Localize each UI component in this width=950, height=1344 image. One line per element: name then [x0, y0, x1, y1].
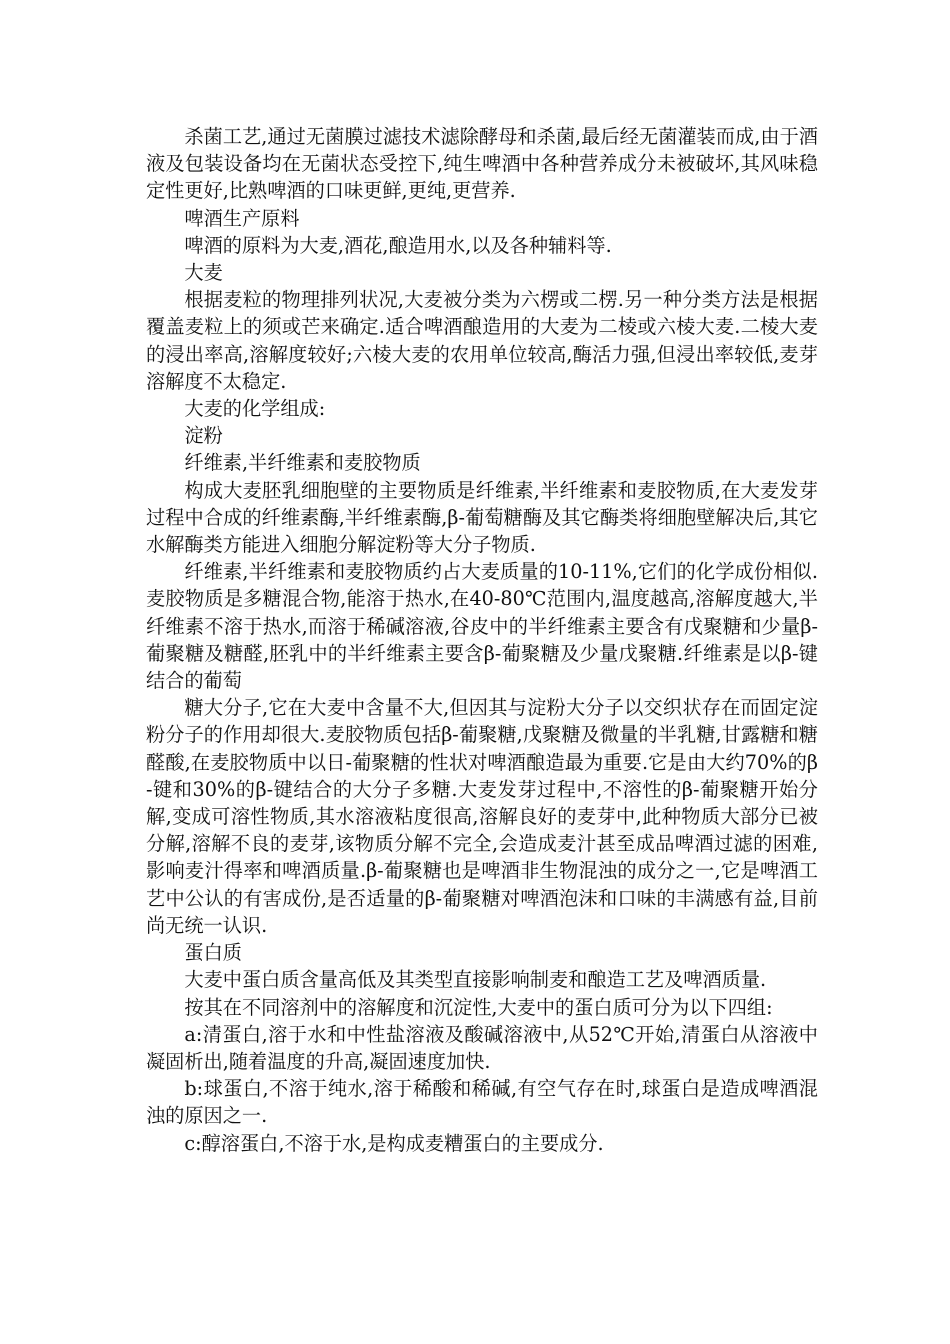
- heading-chemical-composition: 大麦的化学组成:: [184, 397, 326, 421]
- paragraph-protein-groups: 按其在不同溶剂中的溶解度和沉淀性,大麦中的蛋白质可分为以下四组:: [184, 995, 773, 1019]
- list-item-globulin: b:球蛋白,不溶于纯水,溶于稀酸和稀碱,有空气存在时,球蛋白是造成啤酒混浊的原因之一.: [146, 1077, 818, 1128]
- heading-protein: 蛋白质: [184, 941, 242, 965]
- heading-starch: 淀粉: [184, 424, 223, 448]
- paragraph-protein-content: 大麦中蛋白质含量高低及其类型直接影响制麦和酿造工艺及啤酒质量.: [184, 968, 767, 992]
- heading-raw-materials: 啤酒生产原料: [184, 206, 300, 230]
- paragraph-beta-glucan: 糖大分子,它在大麦中含量不大,但因其与淀粉大分子以交织状存在而固定淀粉分子的作用却很大.麦胶物质包括β-葡聚糖,戊聚糖及微量的半乳糖,甘露糖和糖醛酸,在麦胶物质中以日-葡聚糖的性状对啤酒酿造最为重要.它是由大约70%的β-键和30%的β-键结合的大分子多糖.大麦发芽过程中,不溶性的β-葡聚糖开始分解,变成可溶性物质,其水溶液粘度很高,溶解良好的麦芽中,此种物质大部分已被分解,溶解不良的麦芽,该物质分解不完全,会造成麦汁甚至成品啤酒过滤的困难,影响麦汁得率和啤酒质量.β-葡聚糖也是啤酒非生物混浊的成分之一,它是啤酒工艺中公认的有害成份,是否适量的β-葡聚糖对啤酒泡沫和口味的丰满感有益,目前尚无统一认识.: [146, 696, 818, 937]
- paragraph-raw-materials: 啤酒的原料为大麦,酒花,酿造用水,以及各种辅料等.: [184, 233, 612, 257]
- paragraph-cell-wall: 构成大麦胚乳细胞壁的主要物质是纤维素,半纤维素和麦胶物质,在大麦发芽过程中合成的纤维素酶,半纤维素酶,β-葡萄糖酶及其它酶类将细胞壁解决后,其它水解酶类方能进入细胞分解淀粉等大分子物质.: [146, 478, 818, 557]
- document-body: [146, 123, 818, 1157]
- heading-cellulose: 纤维素,半纤维素和麦胶物质: [184, 451, 421, 475]
- list-item-albumin: a:清蛋白,溶于水和中性盐溶液及酸碱溶液中,从52℃开始,清蛋白从溶液中凝固析出,随着温度的升高,凝固速度加快.: [146, 1022, 818, 1073]
- paragraph-barley-classification: 根据麦粒的物理排列状况,大麦被分类为六楞或二楞.另一种分类方法是根据覆盖麦粒上的须或芒来确定.适合啤酒酿造用的大麦为二棱或六棱大麦.二棱大麦的浸出率高,溶解度较好;六棱大麦的农用单位较高,酶活力强,但浸出率较低,麦芽溶解度不太稳定.: [146, 288, 818, 393]
- paragraph-sterilization: 杀菌工艺,通过无菌膜过滤技术滤除酵母和杀菌,最后经无菌灌装而成,由于酒液及包装设备均在无菌状态受控下,纯生啤酒中各种营养成分未被破坏,其风味稳定性更好,比熟啤酒的口味更鲜,更纯,更营养.: [146, 125, 818, 203]
- paragraph-cellulose-content: 纤维素,半纤维素和麦胶物质约占大麦质量的10-11%,它们的化学成份相似.麦胶物质是多糖混合物,能溶于热水,在40-80℃范围内,温度越高,溶解度越大,半纤维素不溶于热水,而溶于稀碱溶液,谷皮中的半纤维素主要含有戊聚糖和少量β-葡聚糖及糖醛,胚乳中的半纤维素主要含β-葡聚糖及少量戊聚糖.纤维素是以β-键结合的葡萄: [146, 560, 818, 693]
- list-item-prolamin: c:醇溶蛋白,不溶于水,是构成麦糟蛋白的主要成分.: [184, 1131, 604, 1155]
- heading-barley: 大麦: [184, 261, 223, 285]
